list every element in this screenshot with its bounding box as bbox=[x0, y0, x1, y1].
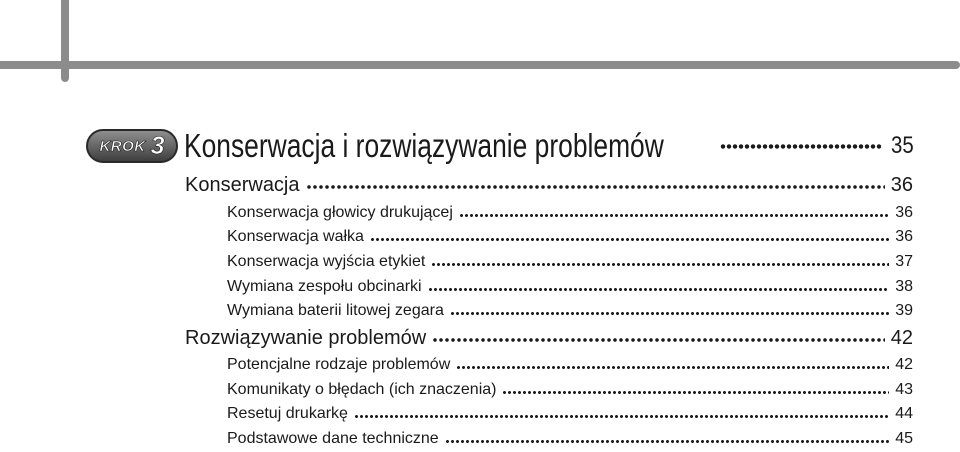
toc-item[interactable] bbox=[227, 204, 913, 226]
toc-section-rozwiazywanie-problemow[interactable] bbox=[185, 327, 913, 353]
toc-item[interactable] bbox=[227, 405, 913, 427]
toc-section-konserwacja[interactable] bbox=[185, 174, 913, 200]
toc-item[interactable] bbox=[227, 278, 913, 300]
item-title: Konserwacja wałka bbox=[227, 228, 364, 245]
item-title: Wymiana baterii litowej zegara bbox=[227, 302, 444, 319]
dot-leader bbox=[459, 213, 889, 218]
item-page-number: 44 bbox=[895, 405, 913, 422]
item-page-number: 39 bbox=[895, 302, 913, 319]
item-title: Konserwacja głowicy drukującej bbox=[227, 204, 453, 221]
dot-leader bbox=[720, 143, 882, 150]
item-page-number: 37 bbox=[895, 253, 913, 270]
toc-item[interactable] bbox=[227, 253, 913, 275]
toc-item[interactable] bbox=[227, 381, 913, 403]
item-title: Potencjalne rodzaje problemów bbox=[227, 356, 451, 373]
dot-leader bbox=[456, 365, 889, 370]
step-badge-number: 3 bbox=[150, 131, 165, 160]
dot-leader bbox=[445, 439, 890, 444]
section-page-number: 36 bbox=[890, 174, 913, 196]
dot-leader bbox=[450, 311, 889, 316]
section-page-number: 42 bbox=[890, 327, 913, 349]
item-title: Komunikaty o błędach (ich znaczenia) bbox=[227, 381, 497, 398]
toc-item[interactable] bbox=[227, 356, 913, 378]
item-page-number: 42 bbox=[895, 356, 913, 373]
dot-leader bbox=[354, 414, 889, 419]
chapter-title: Konserwacja i rozwiązywanie problemów bbox=[184, 127, 664, 164]
section-title: Konserwacja bbox=[185, 174, 300, 196]
section-title: Rozwiązywanie problemów bbox=[185, 327, 427, 349]
chapter-heading[interactable] bbox=[86, 126, 914, 166]
toc-item[interactable] bbox=[227, 228, 913, 250]
dot-leader bbox=[502, 390, 889, 395]
dot-leader bbox=[431, 262, 889, 267]
item-page-number: 43 bbox=[895, 381, 913, 398]
item-page-number: 38 bbox=[895, 278, 913, 295]
dot-leader bbox=[432, 337, 885, 343]
dot-leader bbox=[306, 184, 885, 190]
item-title: Podstawowe dane techniczne bbox=[227, 430, 439, 447]
item-page-number: 45 bbox=[895, 430, 913, 447]
dot-leader bbox=[428, 287, 890, 292]
toc-item[interactable] bbox=[227, 302, 913, 324]
dot-leader bbox=[370, 237, 889, 242]
item-page-number: 36 bbox=[895, 228, 913, 245]
item-title: Resetuj drukarkę bbox=[227, 405, 348, 422]
chapter-page-number: 35 bbox=[891, 132, 914, 159]
item-title: Konserwacja wyjścia etykiet bbox=[227, 253, 426, 270]
step-badge bbox=[86, 129, 178, 163]
item-title: Wymiana zespołu obcinarki bbox=[227, 278, 422, 295]
item-page-number: 36 bbox=[895, 204, 913, 221]
step-badge-word: KROK bbox=[99, 137, 146, 155]
